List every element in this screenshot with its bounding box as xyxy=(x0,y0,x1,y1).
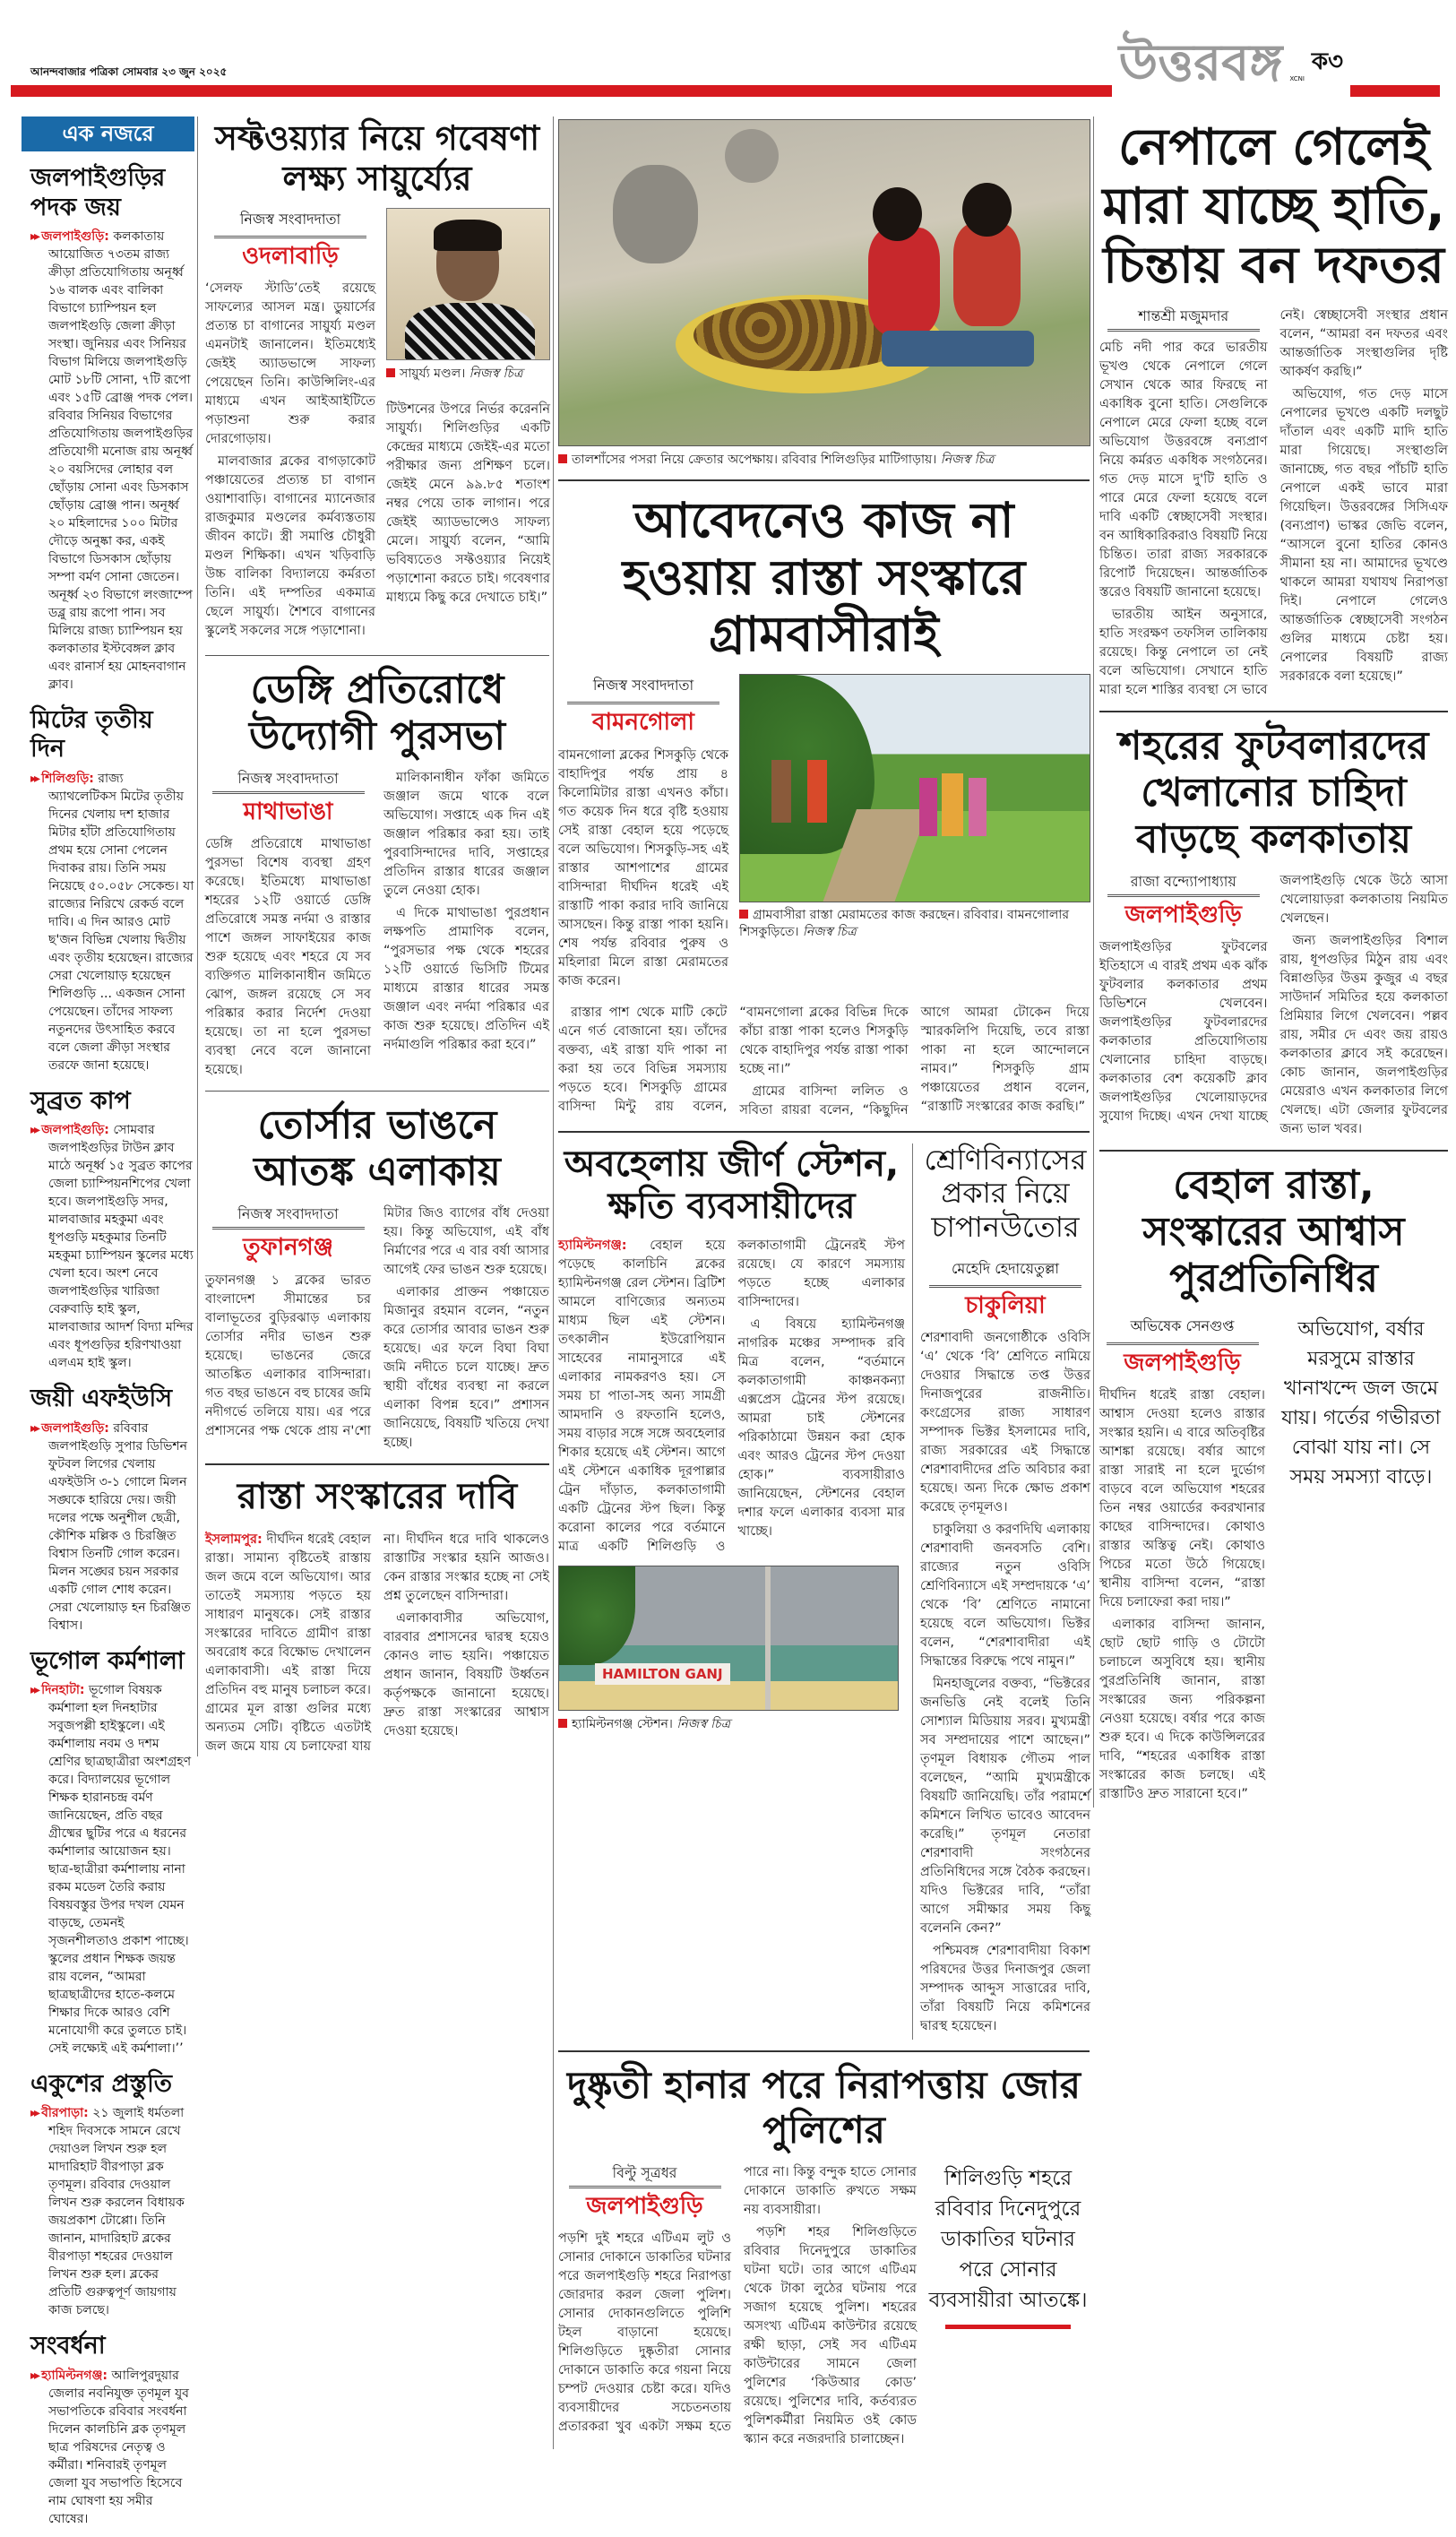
byline: নিজস্ব সংবাদদাতা xyxy=(212,1204,365,1230)
byline: অভিষেক সেনগুপ্ত xyxy=(1107,1315,1259,1345)
road-villagers-body-cont: রাস্তার পাশ থেকে মাটি কেটে এনে গর্ত বোজানো হয়। তাঁদের বক্তব্য, এই রাস্তা যদি পাকা না করা হয় তবে বিভিন্ন সমস্যায় পড়তে হবে। শিসকুড়ি গ্রামের বাসিন্দা মিন্টু রায় বলেন, “বামনগোলা ব্লকের বিভিন্ন দিকে কাঁচা রাস্তা পাকা হলেও শিসকুড়ি থেকে বাহাদিপুর পর্যন্ত রাস্তা পাকা হচ্ছে না।” গ্রামের বাসিন্দা ললিত ও সবিতা রায়রা বলেন, “কিছুদিন আগে আমরা টোকেন দিয়ে স্মারকলিপি দিয়েছি, তবে রাস্তা পাকা না হলে আন্দোলনে নামব।” শিসকুড়ি গ্রাম পঞ্চায়েতের প্রধান বলেন, “রাস্তাটি সংস্কারের কাজ করছি।” xyxy=(558,1005,1090,1117)
portrait-photo xyxy=(386,208,550,360)
headline: শহরের ফুটবলারদের খেলানোর চাহিদা বাড়ছে কলকাতায় xyxy=(1118,723,1429,863)
byline: নিজস্ব সংবাদদাতা xyxy=(212,769,365,794)
briefs-column xyxy=(11,116,194,2528)
main-photo-caption: তালশাঁসের পসরা নিয়ে ক্রেতার অপেক্ষায়। রবিবার শিলিগুড়ির মাটিগাড়ায়। নিজস্ব চিত্র xyxy=(558,452,1090,469)
brief-item xyxy=(30,164,194,694)
brief-text: ▸▸ দিনহাটা: ভূগোল বিষয়ক কর্মশালা হল দিনহাটার সবুজপল্লী হাইস্কুলে। এই কর্মশালায় নবম ও দশম শ্রেণির ছাত্রছাত্রীরা অংশগ্রহণ করে। বিদ্যালয়ের ভূগোল শিক্ষক হারানচন্দ্র বর্মণ জানিয়েছেন, প্রতি বছর গ্রীষ্মের ছুটির পরে এ ধরনের কর্মশালার আয়োজন হয়। ছাত্র-ছাত্রীরা কর্মশালায় নানা রকম মডেল তৈরি করায় বিষয়বস্তুর উপর দখল যেমন বাড়ছে, তেমনই সৃজনশীলতাও প্রকাশ পাচ্ছে। স্কুলের প্রধান শিক্ষক জয়ন্ত রায় বলেন, “আমরা ছাত্রছাত্রীদের হাতে-কলমে শিক্ষার দিকে আরও বেশি মনোযোগী করে তুলতে চাই। সেই লক্ষ্যেই এই কর্মশালা।’’ xyxy=(30,1681,194,2058)
road-villagers-byline-block xyxy=(558,674,728,995)
column-two xyxy=(197,116,553,1756)
story-road-villagers xyxy=(558,492,1090,1120)
headline: শ্রেণিবিন্যাসের প্রকার নিয়ে চাপানউতোর xyxy=(924,1142,1087,1245)
story-robbery xyxy=(558,2063,1090,2448)
story-football xyxy=(1099,723,1448,1139)
dateline-place: তুফানগঞ্জ xyxy=(243,1234,333,1262)
pullquote-text: শিলিগুড়ি শহরে রবিবার দিনেদুপুরে ডাকাতির ঘটনার পরে সোনার ব্যবসায়ীরা আতঙ্কে। xyxy=(928,2166,1088,2312)
brief-title: সংবর্ধনা xyxy=(30,2332,106,2360)
byline: নিজস্ব সংবাদদাতা xyxy=(567,674,719,704)
story-behal-road xyxy=(1099,1162,1448,1808)
headline: ডেঙ্গি প্রতিরোধে উদ্যোগী পুরসভা xyxy=(248,667,505,760)
brief-location: ▸▸ জলপাইগুড়ি: xyxy=(30,229,109,244)
brief-text: ▸▸ জলপাইগুড়ি: সোমবার জলপাইগুড়ির টাউন ক্লাব মাঠে অনূর্ধ্ব ১৫ সুব্রত কাপের জেলা চ্যাম্পিয়নশিপের খেলা হবে। জলপাইগুড়ি সদর, মালবাজার মহকুমা এবং ধূপগুড়ি মহকুমার তিনটি মহকুমা চ্যাম্পিয়ন স্কুলের মধ্যে খেলা হবে। অংশ নেবে জলপাইগুড়ির খারিজা বেরুবাড়ি হাই স্কুল, মালবাজার আদর্শ বিদ্যা মন্দির এবং ধূপগুড়ির হরিণখাওয়া এলএম হাই স্কুল। xyxy=(30,1121,194,1372)
red-rule-left xyxy=(11,85,1167,97)
story-body: দীর্ঘদিন ধরেই রাস্তা বেহাল। আশ্বাস দেওয়া হলেও রাস্তার সংস্কার হয়নি। এ বারে অতিবৃষ্টির আশঙ্কা রয়েছে। বর্ষার আগে রাস্তা সারাই না হলে দুর্ভোগ বাড়বে বলে অভিযোগ শহরের তিন নম্বর ওয়ার্ডের কবরখানার কাছের বাসিন্দাদের। কোথাও রাস্তার অস্তিত্ব নেই। কোথাও পিচের মতো উঠে গিয়েছে। স্থানীয় বাসিন্দা বলেন, “রাস্তা দিয়ে চলাফেরা করা দায়।” এলাকার বাসিন্দা জানান, ছোট ছোট গাড়ি ও টোটো চলাচলে অসুবিধে হয়। স্থানীয় পুরপ্রতিনিধি জানান, রাস্তা সংস্কারের জন্য পরিকল্পনা নেওয়া হয়েছে। বর্ষার পরে কাজ শুরু হবে। এ দিকে কাউন্সিলরের দাবি, “শহরের একাধিক রাস্তা সংস্কারের কাজ চলছে। এই রাস্তাটিও দ্রুত সারানো হবে।” xyxy=(1099,1388,1265,1802)
paper-date-line: আনন্দবাজার পত্রিকা সোমবার ২৩ জুন ২০২৫ xyxy=(30,65,228,78)
brief-text: ▸▸ শিলিগুড়ি: রাজ্য অ্যাথলেটিকস মিটের তৃতীয় দিনের খেলায় দশ হাজার মিটার হাঁটা প্রতিযোগিতায় প্রথম হয়ে সোনা পেলেন দিবাকর রায়। তিনি সময় নিয়েছে ৫০.০৫৮ সেকেন্ড। যা রাজ্যের নিরিখে রেকর্ড বলে দাবি। এ দিন আরও মোট ছ'জন বিভিন্ন খেলায় দ্বিতীয় এবং তৃতীয় হয়েছেন। রাজ্যের সেরা খেলোয়াড় হয়েছেন শিলিগুড়ি ... একজন সোনা পেয়েছেন। তাঁদের সাফল্য নতুনদের উৎসাহিত করবে বলে জেলা ক্রীড়া সংস্থার তরফে জানা হয়েছে। xyxy=(30,770,194,1074)
right-column xyxy=(1093,116,1450,1808)
brief-item xyxy=(30,1385,194,1634)
brief-item xyxy=(30,2332,194,2527)
story-nepal-elephants xyxy=(1099,118,1448,700)
divider xyxy=(205,1091,549,1092)
story-dengue xyxy=(205,667,549,1080)
brief-title: মিটের তৃতীয় দিন xyxy=(30,705,153,764)
brief-title: ভূগোল কর্মশালা xyxy=(30,1646,185,1675)
byline: বিল্টু সূত্রধর xyxy=(569,2163,721,2188)
brief-item xyxy=(30,2070,194,2319)
robbery-body: বিল্টু সূত্রধর জলপাইগুড়ি পড়শি দুই শহরে এটিএম লুট ও সোনার দোকানে ডাকাতির ঘটনার পরে জলপাইগুড়ি শহরে নিরাপত্তা জোরদার করল জেলা পুলিশ। সোনার দোকানগুলিতে পুলিশি টহল বাড়ানো হয়েছে। শিলিগুড়িতে দুষ্কৃতীরা সোনার দোকানে ডাকাতি করে গয়না নিয়ে চম্পট দেওয়ার চেষ্টা করে। যদিও ব্যবসায়ীদের সচেতনতায় প্রতারকরা খুব একটা সক্ষম হতে পারে না। কিন্তু বন্দুক হাতে সোনার দোকানে ডাকাতি রুখতে সক্ষম নয় ব্যবসায়ীরা। পড়শি শহর শিলিগুড়িতে রবিবার দিনেদুপুরে ডাকাতির ঘটনা ঘটে। তার আগে এটিএম থেকে টাকা লুঠের ঘটনায় পরে সজাগ হয়েছে পুলিশ। শহরের অসংখ্য এটিএম কাউন্টার রয়েছে রক্ষী ছাড়া, সেই সব এটিএম কাউন্টারের সামনে জেলা পুলিশের ‘কিউআর কোড’ রয়েছে। পুলিশের দাবি, কর্তব্যরত পুলিশকর্মীরা নিয়মিত ওই কোড স্ক্যান করে নজরদারি চালাচ্ছেন। xyxy=(558,2163,917,2446)
divider xyxy=(558,479,1090,481)
divider xyxy=(558,1131,1090,1133)
brief-text: ▸▸ বীরপাড়া: ২১ জুলাই ধর্মতলা শহিদ দিবসকে সামনে রেখে দেয়াওল লিখন শুরু হল মাদারিহাট বীরপাড়া ব্লক তৃণমূল। রবিবার দেওয়াল লিখন শুরু করলেন বিধায়ক জয়প্রকাশ টোপ্পো। তিনি জানান, মাদারিহাট ব্লকের বীরপাড়া শহরের দেওয়াল লিখন শুরু হল। ব্লকের প্রতিটি গুরুত্বপূর্ণ জায়গায় কাজ চলছে। xyxy=(30,2104,194,2319)
story-body: নিজস্ব সংবাদদাতা তুফানগঞ্জ তুফানগঞ্জ ১ ব্লকের ভারত বাংলাদেশ সীমান্তের চর বালাভূতের বুড়িরঝাড় এলাকায় তোর্সার নদীর ভাঙন শুরু হয়েছে। ভাঙনের জেরে আতঙ্কিত এলাকার বাসিন্দারা। গত বছর ভাঙনে বহু চাষের জমি নদীগর্ভে তলিয়ে যায়। এর পরে প্রশাসনের পক্ষ থেকে প্রায় ন'শো মিটার জিও ব্যাগের বাঁধ দেওয়া হয়। কিন্তু অভিযোগ, এই বাঁধ নির্মাণের পরে এ বার বর্ষা আসার আগেই ফের ভাঙন শুরু হয়েছে। এলাকার প্রাক্তন পঞ্চায়েত মিজানুর রহমান বলেন, “নতুন করে তোর্সার আবার ভাঙন শুরু হয়েছে। এর ফলে বিঘা বিঘা জমি নদীতে চলে যাচ্ছে। দ্রুত স্থায়ী বাঁধের ব্যবস্থা না করলে এলাকা বিপন্ন হবে।” প্রশাসন জানিয়েছে, বিষয়টি খতিয়ে দেখা হচ্ছে। xyxy=(205,1205,549,1451)
divider xyxy=(205,1463,549,1465)
headline: আবেদনেও কাজ না হওয়ায় রাস্তা সংস্কারে গ্রামবাসীরাই xyxy=(622,492,1026,663)
story-station xyxy=(558,1143,912,1733)
story-body: বামনগোলা ব্লকের শিসকুড়ি থেকে বাহাদিপুর পর্যন্ত প্রায় ৪ কিলোমিটার রাস্তা এখনও কাঁচা। গত কয়েক দিন ধরে বৃষ্টি হওয়ায় সেই রাস্তা বেহাল হয়ে পড়েছে বলে অভিযোগ। শিসকুড়ি-সহ এই রাস্তার আশপাশের গ্রামের বাসিন্দারা দীর্ঘদিন ধরেই এই রাস্তাটি পাকা করার দাবি জানিয়ে আসছেন। কিন্তু রাস্তা পাকা হয়নি। শেষ পর্যন্ত রবিবার পুরুষ ও মহিলারা মিলে রাস্তা মেরামতের কাজ করেন। xyxy=(558,747,728,988)
headline: রাস্তা সংস্কারের দাবি xyxy=(237,1476,518,1518)
byline: রাজা বন্দ্যোপাধ্যায় xyxy=(1107,872,1260,897)
byline: নিজস্ব সংবাদদাতা xyxy=(214,208,366,238)
story-body: ‘সেলফ স্টাডি’তেই রয়েছে সাফল্যের আসল মন্ত্র। ডুয়ার্সের প্রত্যন্ত চা বাগানের সায়ুর্য্য মণ্ডল এমনটাই জানালেন। ইতিমধ্যেই জেইই অ্যাডভান্সে সাফল্য পেয়েছেন তিনি। কাউন্সিলিং-এর মাধ্যমে এখন আইআইটিতে পড়াশুনা শুরু করার দোরগোড়ায়। মালবাজার ব্লকের বাগড়াকোট পঞ্চায়েতের প্রত্যন্ত চা বাগান ওয়াশাবাড়ি। বাগানের ম্যানেজার রাজকুমার মণ্ডলের কর্মব্যস্ততায় জীবন কাটে। স্ত্রী সমাপ্তি চৌধুরী মণ্ডল শিক্ষিকা। এখন খড়িবাড়ি উচ্চ বালিকা বিদ্যালয়ে কর্মরতা তিনি। এই দম্পতির একমাত্র ছেলে সায়ুর্য্য। শৈশবে বাগানের স্কুলেই সকলের সঙ্গে পড়াশোনা। xyxy=(205,281,375,639)
headline: সফ্টওয়্যার নিয়ে গবেষণা লক্ষ্য সায়ুর্য্যের xyxy=(214,118,540,198)
headline: তোর্সার ভাঙনে আতঙ্ক এলাকায় xyxy=(254,1102,501,1195)
story-body: নিজস্ব সংবাদদাতা মাথাভাঙা ডেঙ্গি প্রতিরোধে মাথাভাঙা পুরসভা বিশেষ ব্যবস্থা গ্রহণ করেছে। ইতিমধ্যে মাথাভাঙা শহরের ১২টি ওয়ার্ডে ডেঙ্গি প্রতিরোধে সমস্ত নর্দমা ও রাস্তার পাশে জঙ্গল সাফাইয়ের কাজ শুরু হয়েছে এবং শহরে যে সব ব্যক্তিগত মালিকানাধীন জমিতে ঝোপ, জঙ্গল রয়েছে সে সব পরিষ্কার করার নির্দেশ দেওয়া হয়েছে। তা না হলে পুরসভা ব্যবস্থা নেবে বলে জানানো হয়েছে। মালিকানাধীন ফাঁকা জমিতে জঞ্জাল জমে থাকে বলে অভিযোগ। সপ্তাহে এক দিন এই জঞ্জাল পরিষ্কার করা হয়। তাই পুরবাসিন্দাদের দাবি, সপ্তাহের প্রতিদিন রাস্তার ধারের জঞ্জাল তুলে নেওয়া হোক। এ দিকে মাথাভাঙা পুরপ্রধান লক্ষপতি প্রামাণিক বলেন, “পুরসভার পক্ষ থেকে শহরের ১২টি ওয়ার্ডে ভিসিটি টিমের মাধ্যমে রাস্তার ধারের সমস্ত জঞ্জাল এবং নর্দমা পরিষ্কার এর কাজ শুরু হয়েছে। প্রতিদিন এই নর্দমাগুলি পরিষ্কার করা হবে।” xyxy=(205,769,549,1078)
villagers-road-repair-photo xyxy=(739,674,1090,902)
brief-item xyxy=(30,1087,194,1372)
robbery-pullquote xyxy=(927,2163,1089,2338)
divider xyxy=(1099,1150,1448,1152)
brief-location: ▸▸ শিলিগুড়ি: xyxy=(30,772,94,786)
story-body: শান্তশ্রী মজুমদার মেচি নদী পার করে ভারতীয় ভূখণ্ড থেকে নেপালে গেলে সেখান থেকে আর ফিরছে না একাধিক বুনো হাতি। সেগুলিকে নেপালে মেরে ফেলা হচ্ছে বলে অভিযোগ উত্তরবঙ্গে বন্যপ্রাণ নিয়ে কর্মরত একধিক সংগঠনের। গত দেড় মাসে দু'টি হাতি ও পারে মেরে ফেলা হয়েছে বলে দাবি একটি স্বেচ্ছাসেবী সংস্থার। বন আধিকারিকরাও বিষয়টি নিয়ে চিন্তিত। তারা রাজ্য সরকারকে রিপোর্ট দিয়েছেন। আন্তর্জাতিক স্তরেও বিষয়টি জানানো হয়েছে। ভারতীয় আইন অনুসারে, হাতি সংরক্ষণ তফসিল তালিকায় রয়েছে। কিন্তু নেপালে তা নেই বলে অভিযোগ। সেখানে হাতি মারা হলে শাস্তির ব্যবস্থা সে ভাবে নেই। স্বেচ্ছাসেবী সংস্থার প্রধান বলেন, “আমরা বন দফতর এবং আন্তর্জাতিক সংস্থাগুলির দৃষ্টি আকর্ষণ করছি।” অভিযোগ, গত দেড় মাসে নেপালের ভূখণ্ডে একটি দলছুট দাঁতাল এবং একটি মাদি হাতি মারা গিয়েছে। সংস্থাগুলি জানাচ্ছে, গত বছর পাঁচটি হাতি নেপালে একই ভাবে মারা গিয়েছিল। উত্তরবঙ্গের সিসিএফ (বন্যপ্রাণ) ভাস্কর জেভি বলেন, “আসলে বুনো হাতির কোনও সীমানা হয় না। আমাদের ভূখণ্ডে থাকলে আমরা যথাযথ নিরাপত্তা দিই। নেপালে গেলেও আন্তর্জাতিক স্বেচ্ছাসেবী সংগঠন গুলির মাধ্যমে চেষ্টা হয়। নেপালের বিষয়টি রাজ্য সরকারকে বলা হয়েছে।” xyxy=(1099,307,1448,698)
story-body: হ্যামিল্টনগঞ্জ: বেহাল হয়ে পড়েছে কালচিনি ব্লকের হ্যামিল্টনগঞ্জ রেল স্টেশন। ব্রিটিশ আমলে বাণিজ্যের অন্যতম মাধ্যম ছিল এই স্টেশন। তৎকালীন ইউরোপিয়ান সাহেবের নামানুসারে এই এলাকার নামকরণও হয়। সে সময় চা পাতা-সহ অন্য সামগ্রী আমদানি ও রফতানি হলেও, সময় বাড়ার সঙ্গে সঙ্গে অবহেলার শিকার হয়েছে এই স্টেশন। আগে এই স্টেশনে একাধিক দূরপাল্লার ট্রেন দাঁড়াত, কলকাতাগামী একটি ট্রেনের স্টপ ছিল। কিন্তু করোনা কালের পরে বর্তমানে মাত্র একটি শিলিগুড়ি ও কলকাতাগামী ট্রেনেরই স্টপ রয়েছে। যে কারণে সমস্যায় পড়তে হচ্ছে এলাকার বাসিন্দাদের। এ বিষয়ে হ্যামিল্টনগঞ্জ নাগরিক মঞ্চের সম্পাদক রবি মিত্র বলেন, “বর্তমানে কলকাতাগামী কাঞ্চনকন্যা এক্সপ্রেস ট্রেনের স্টপ রয়েছে। আমরা চাই স্টেশনের পরিকাঠামো উন্নয়ন করা হোক এবং আরও ট্রেনের স্টপ দেওয়া হোক।” ব্যবসায়ীরাও জানিয়েছেন, স্টেশনের বেহাল দশার ফলে এলাকার ব্যবসা মার খাচ্ছে। xyxy=(558,1238,905,1555)
brief-title: জয়ী এফইউসি xyxy=(30,1385,173,1413)
byline: মেহেদি হেদায়েতুল্লা xyxy=(929,1257,1081,1288)
brief-text: ▸▸ জলপাইগুড়ি: কলকাতায় আয়োজিত ৭৩তম রাজ্য ক্রীড়া প্রতিযোগিতায় অনূর্ধ্ব ১৬ বালক এবং বালিকা বিভাগে চ্যাম্পিয়ন হল জলপাইগুড়ি জেলা ক্রীড়া সংস্থা। জুনিয়র এবং সিনিয়র বিভাগ মিলিয়ে জলপাইগুড়ি মোট ১৮টি সোনা, ৭টি রূপো এবং ১৫টি ব্রোঞ্জ পদক পেল। রবিবার সিনিয়র বিভাগের প্রতিযোগিতায় জলপাইগুড়ির প্রতিযোগী মনোজ রায় অনূর্ধ্ব ২০ বয়সিদের লোহার বল ছোঁড়ায় সোনা এবং ডিসকাস ছোঁড়ায় ব্রোঞ্জ পান। অনূর্ধ্ব ২০ মহিলাদের ১০০ মিটার দৌড়ে অনুষ্কা কর, একই বিভাগে ডিসকাস ছোঁড়ায় সম্পা বর্মণ সোনা জেতেন। অনূর্ধ্ব ২৩ বিভাগে লংজাম্পে ডব্লু রায় রূপো পান। সব মিলিয়ে রাজ্য চ্যাম্পিয়ন হয় কলকাতার ইস্টবেঙ্গল ক্লাব এবং রানার্স হয় মোহনবাগান ক্লাব। xyxy=(30,228,194,694)
brief-title: সুব্রত কাপ xyxy=(30,1086,131,1115)
headline: নেপালে গেলেই মারা যাচ্ছে হাতি, চিন্তায় বন দফতর xyxy=(1102,118,1445,296)
dateline-place: জলপাইগুড়ি xyxy=(1124,901,1242,928)
briefs-label: এক নজরে xyxy=(22,116,194,151)
brief-item xyxy=(30,1647,194,2058)
masthead-right xyxy=(1112,36,1447,97)
red-rule-right xyxy=(1350,85,1440,97)
divider xyxy=(205,655,549,656)
brief-title: জলপাইগুড়ির পদক জয় xyxy=(30,164,166,221)
photo-caption: সায়ুর্য্য মণ্ডল। নিজস্ব চিত্র xyxy=(386,366,550,383)
story-body: ইসলামপুর: দীর্ঘদিন ধরেই বেহাল রাস্তা। সামান্য বৃষ্টিতেই রাস্তায় জল জমে বলে অভিযোগ। আর তাতেই সমস্যায় পড়তে হয় সাধারণ মানুষকে। সেই রাস্তার সংস্কারের দাবিতে গ্রামীণ রাস্তা অবরোধ করে বিক্ষোভ দেখালেন এলাকাবাসী। এই রাস্তা দিয়ে প্রতিদিন বহু মানুষ চলাচল করে। গ্রামের মূল রাস্তা গুলির মধ্যে অন্যতম সেটি। বৃষ্টিতে এতটাই জল জমে যায় যে চলাফেরা যায় না। দীর্ঘদিন ধরে দাবি থাকলেও রাস্তাটির সংস্কার হয়নি আজও। কেন রাস্তার সংস্কার হচ্ছে না সেই প্রশ্ন তুলেছেন বাসিন্দারা। এলাকাবাসীর অভিযোগ, বারবার প্রশাসনের দ্বারস্থ হয়েও কোনও লাভ হয়নি। পঞ্চায়েত প্রধান জানান, বিষয়টি উর্ধ্বতন কর্তৃপক্ষকে জানানো হয়েছে। দ্রুত রাস্তা সংস্কারের আশ্বাস দেওয়া হয়েছে। xyxy=(205,1532,549,1755)
dateline-place: জলপাইগুড়ি xyxy=(1124,1349,1241,1376)
story-torsa xyxy=(205,1102,549,1453)
section-tag: XCNI xyxy=(1289,75,1305,82)
divider xyxy=(1099,711,1448,712)
brief-location: ▸▸ দিনহাটা: xyxy=(30,1683,84,1697)
brief-item xyxy=(30,706,194,1074)
page-number: ক৩ xyxy=(1311,48,1343,75)
story-road-demand xyxy=(205,1476,549,1756)
story-body-cont: টিউশনের উপরে নির্ভর করেননি সায়ুর্য্য। শিলিগুড়ির একটি কেন্দ্রের মাধ্যমে জেইই-এর মতো পরীক্ষার জন্য প্রশিক্ষণ চলে। জেইই মেনে ৯৯.৮৫ শতাংশ নম্বর পেয়ে তাক লাগান। পরে জেইই অ্যাডভান্সেও সাফল্য মেলে। সায়ুর্য্য বলেন, “আমি ভবিষ্যতেও সফ্টওয়্যার নিয়েই পড়াশোনা করতে চাই। গবেষণার মাধ্যমে কিছু করে দেখাতে চাই।” xyxy=(386,401,550,605)
dateline-place: ওদলাবাড়ি xyxy=(242,242,339,270)
story-body: রাজা বন্দ্যোপাধ্যায় জলপাইগুড়ি জলপাইগুড়ির ফুটবলের ইতিহাসে এ বারই প্রথম এক ঝাঁক ফুটবলার কলকাতার প্রথম ডিভিশনে খেলবেন। জলপাইগুড়ির ফুটবলারদের কলকাতার প্রতিযোগিতায় খেলানোর চাহিদা বাড়ছে। কলকাতার বেশ কয়েকটি ক্লাব জলপাইগুড়ির খেলোয়াড়দের সুযোগ দিচ্ছে। এখন দেখা যাচ্ছে জলপাইগুড়ি থেকে উঠে আসা খেলোয়াড়রা কলকাতায় নিয়মিত খেলছেন। জন্য জলপাইগুড়ির বিশাল রায়, ধূপগুড়ির মিঠুন রায় এবং বিন্নাগুড়ির উত্তম কুজুর এ বছর সাউদার্ন সমিতির হয়ে কলকাতা প্রিমিয়ার লিগে খেলবেন। পল্লব রায়, সমীর দে এবং জয় রায়ও কলকাতার ক্লাবে সই করেছেন। কোচ জানান, জলপাইগুড়ির মেয়েরাও এখন কলকাতার লিগে খেলছে। এটা জেলার ফুটবলের জন্য ভাল খবর। xyxy=(1099,872,1448,1136)
byline: শান্তশ্রী মজুমদার xyxy=(1107,306,1260,332)
station-photo-caption: হ্যামিল্টনগঞ্জ স্টেশন। নিজস্ব চিত্র xyxy=(558,1716,905,1733)
brief-title: একুশের প্রস্তুতি xyxy=(30,2069,173,2098)
dateline-place: চাকুলিয়া xyxy=(965,1291,1046,1319)
brief-text: ▸▸ জলপাইগুড়ি: রবিবার জলপাইগুড়ি সুপার ডিভিশন ফুটবল লিগের খেলায় এফইউসি ৩-১ গোলে মিলন সঙ্ঘকে হারিয়ে দেয়। জয়ী দলের পক্ষে অনুশীল ছেত্রী, কৌশিক মল্লিক ও চিরঞ্জিত বিশ্বাস তিনটি গোল করেন। মিলন সঙ্ঘের চয়ন সরকার একটি গোল শোধ করেন। সেরা খেলোয়াড় হন চিরঞ্জিত বিশ্বাস। xyxy=(30,1420,194,1635)
brief-location: ▸▸ জলপাইগুড়ি: xyxy=(30,1421,109,1436)
villagers-photo-caption: গ্রামবাসীরা রাস্তা মেরামতের কাজ করছেন। রবিবার। বামনগোলার শিসকুড়িতে। নিজস্ব চিত্র xyxy=(739,908,1070,940)
story-body: শেরশাবাদী জনগোষ্ঠীকে ওবিসি ‘এ’ থেকে ‘বি’ শ্রেণিতে নামিয়ে দেওয়ার সিদ্ধান্তে তপ্ত উত্তর দিনাজপুরের রাজনীতি। কংগ্রেসের রাজ্য সাধারণ সম্পাদক ভিক্টর ইসলামের দাবি, রাজ্য সরকারের এই সিদ্ধান্তে শেরশাবাদীদের প্রতি অবিচার করা হয়েছে। অন্য দিকে ক্ষোভ প্রকাশ করেছে তৃণমূলও। চাকুলিয়া ও করণদিঘি এলাকায় শেরশাবাদী জনবসতি বেশি। রাজ্যের নতুন ওবিসি শ্রেণিবিন্যাসে এই সম্প্রদায়কে ‘এ’ থেকে ‘বি’ শ্রেণিতে নামানো হয়েছে বলে অভিযোগ। ভিক্টর বলেন, “শেরশাবাদীরা এই সিদ্ধান্তের বিরুদ্ধে পথে নামুন।” মিনহাজুলের বক্তব্য, “ভিক্টরের জনভিত্তি নেই বলেই তিনি সোশ্যাল মিডিয়ায় সরব। মুখ্যমন্ত্রী সব সম্প্রদায়ের পাশে আছেন।” তৃণমূল বিধায়ক গৌতম পাল বলেছেন, “আমি মুখ্যমন্ত্রীকে বিষয়টি জানিয়েছি। তাঁর পরামর্শে কমিশনে লিখিত ভাবেও আবেদন করেছি।” তৃণমূল নেতারা শেরশাবাদী সংগঠনের প্রতিনিধিদের সঙ্গে বৈঠক করছেন। যদিও ভিক্টরের দাবি, “তাঁরা আগে সমীক্ষার সময় কিছু বলেননি কেন?” পশ্চিমবঙ্গ শেরশাবাদীয়া বিকাশ পরিষদের উত্তর দিনাজপুর জেলা সম্পাদক আব্দুস সাত্তারের দাবি, তাঁরা বিষয়টি নিয়ে কমিশনের দ্বারস্থ হয়েছেন। xyxy=(920,1331,1090,2034)
story-category xyxy=(912,1143,1090,2041)
brief-text: ▸▸ হ্যামিল্টনগঞ্জ: আলিপুরদুয়ার জেলার নবনিযুক্ত তৃণমূল যুব সভাপতিকে রবিবার সংবর্ধনা দিলেন কালচিনি ব্লক তৃণমূল ছাত্র পরিষদের নেতৃত্ব ও কর্মীরা। শনিবারই তৃণমূল জেলা যুব সভাপতি হিসেবে নাম ঘোষণা হয় সমীর ঘোষের। xyxy=(30,2367,194,2528)
center-column xyxy=(553,116,1093,2449)
brief-location: ▸▸ বীরপাড়া: xyxy=(30,2106,89,2120)
brief-location: ▸▸ জলপাইগুড়ি: xyxy=(30,1123,109,1137)
headline: অবহেলায় জীর্ণ স্টেশন, ক্ষতি ব্যবসায়ীদের xyxy=(564,1143,900,1227)
dateline-place: বামনগোলা xyxy=(592,709,694,737)
hamiltonganj-station-photo xyxy=(558,1566,899,1711)
brief-location: ▸▸ হ্যামিল্টনগঞ্জ: xyxy=(30,2369,108,2383)
pullquote-text: অভিযোগ, বর্ষার মরসুমে রাস্তার খানাখন্দে জল জমে যায়। গর্তের গভীরতা বোঝা যায় না। সে সময় সমস্যা বাড়ে। xyxy=(1281,1317,1441,1489)
story-software xyxy=(205,118,549,644)
section-title: উত্তরবঙ্গ xyxy=(1118,34,1283,92)
dateline-place: মাথাভাঙা xyxy=(243,798,333,825)
divider xyxy=(558,2050,1090,2052)
palm-fruit-vendors-photo xyxy=(558,119,1090,446)
dateline-place: জলপাইগুড়ি xyxy=(586,2192,703,2220)
station-sign: HAMILTON GANJ xyxy=(595,1663,730,1685)
masthead xyxy=(0,36,1456,108)
headline: দুষ্কৃতী হানার পরে নিরাপত্তায় জোর পুলিশের xyxy=(567,2063,1081,2152)
headline: বেহাল রাস্তা, সংস্কারের আশ্বাস পুরপ্রতিনিধির xyxy=(1142,1161,1405,1301)
